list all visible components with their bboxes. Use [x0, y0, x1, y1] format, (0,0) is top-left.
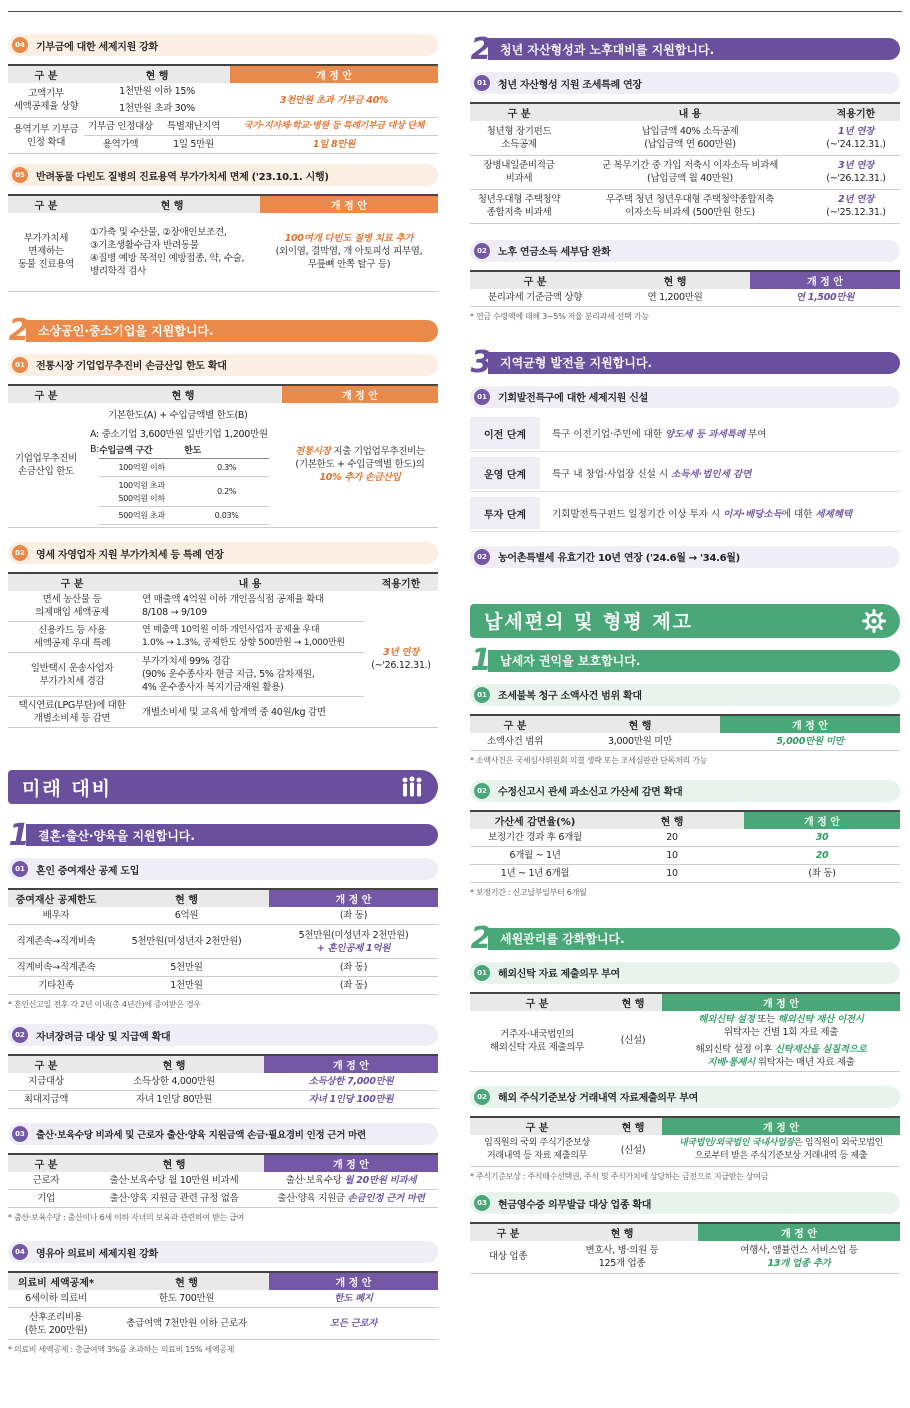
table-cell: 5,000만원 미만 — [720, 733, 900, 751]
table-cell: 10 — [600, 864, 744, 882]
col-header: 개 정 안 — [662, 993, 900, 1011]
table-cell: 연 매출액 10억원 이하 개인사업자 공제율 우대 1.0% → 1.3%, 공제한도 상향 500만원 → 1,000만원 — [136, 622, 364, 653]
table-cell: 임직원의 국외 주식기준보상 거래내역 등 자료 제출의무 — [470, 1135, 604, 1167]
col-header: 현 행 — [84, 1154, 264, 1172]
table-cell: 1일 5만원 — [157, 136, 230, 154]
table-cell: 0.03% — [184, 507, 269, 525]
text: 특구 이전기업·주민에 대한 — [552, 429, 666, 440]
text: 특구 내 창업·사업장 신설 시 — [552, 469, 672, 480]
table-cell: 소득상한 7,000만원 — [264, 1073, 438, 1091]
table-cell: (좌 동) — [269, 977, 438, 995]
cash-receipt-table — [470, 1222, 900, 1274]
table-cell: 부가가치세 99% 경감 (90% 운수종사자 현금 지급, 5% 감차재원, 4% 운수종사자 복지기금재원 활용) — [136, 653, 364, 697]
section-bar-small-claims — [470, 684, 900, 706]
section-big-number: 1 — [470, 643, 492, 678]
stage-row — [470, 416, 900, 452]
small-claims-table — [470, 714, 900, 751]
left-column — [8, 0, 438, 1355]
table-cell: 용역기부 기부금 인정 확대 — [8, 118, 84, 154]
section-band-title: 납세자 권익을 보호합니다. — [488, 650, 900, 672]
section-number: 02 — [12, 545, 28, 561]
table-cell: 출산·보육수당 월 10만원 비과세 — [84, 1172, 264, 1190]
table-cell: 총급여액 7천만원 이하 근로자 — [104, 1308, 269, 1340]
section-number: 04 — [12, 37, 28, 53]
stage-text — [540, 426, 766, 440]
section-big-number: 1 — [8, 817, 30, 853]
stage-row — [470, 496, 900, 532]
table-cell: (신설) — [604, 1135, 662, 1167]
table-cell: 10 — [600, 846, 744, 864]
section-bar-donation — [8, 34, 438, 56]
col-header: 구 분 — [470, 993, 604, 1011]
foreign-trust-table — [470, 992, 900, 1072]
section-heading-marriage — [8, 817, 438, 853]
section-title: 전통시장 기업업무추진비 손금산입 한도 확대 — [36, 361, 227, 372]
table-cell: 20 — [600, 829, 744, 847]
stock-comp-table — [470, 1116, 900, 1168]
banner-title: 미래 대비 — [22, 777, 113, 800]
col-header: 개 정 안 — [750, 271, 900, 289]
section-heading-rights — [470, 643, 900, 678]
table-cell: 자녀 1인당 80만원 — [84, 1091, 264, 1109]
text: 출산·양육 지원금 — [277, 1193, 348, 1204]
section-title: 기부금에 대한 세제지원 강화 — [36, 41, 158, 53]
footnote: * 보정기간 : 신고납부일부터 6개월 — [470, 887, 587, 897]
section-bar-marriage-gift — [8, 858, 438, 880]
highlight-text: 내국법인/외국법인 국내사업장 — [678, 1138, 794, 1149]
section-heading-regional — [470, 345, 900, 380]
youth-assets-table — [470, 102, 900, 224]
table-cell: 자녀 1인당 100만원 — [264, 1091, 438, 1109]
table-cell: 500억원 초과 — [99, 507, 184, 525]
table-cell: 0.3% — [184, 459, 269, 477]
col-header: 현 행 — [104, 889, 269, 907]
col-header: 수입금액 구간 — [99, 445, 184, 459]
table-cell: 대상 업종 — [470, 1241, 546, 1273]
table-cell: 소득상한 4,000만원 — [84, 1073, 264, 1091]
footnote: * 소액사건은 국세심사위원회 의결 생략 또는 조세심판관 단독처리 가능 — [470, 755, 708, 765]
col-header: 개 정 안 — [264, 1055, 438, 1073]
col-header: 개 정 안 — [230, 65, 438, 83]
section-number: 01 — [474, 389, 490, 405]
col-header: 개 정 안 — [744, 811, 900, 829]
table-cell: 한도 700만원 — [104, 1290, 269, 1308]
table-cell: 여행사, 앰뷸런스 서비스업 등 — [740, 1244, 858, 1256]
table-cell: 1천만원 초과 30% — [84, 100, 230, 118]
banner-title: 납세편의 및 형평 제고 — [484, 611, 694, 633]
table-cell: 배우자 — [8, 907, 104, 925]
table-cell: 5천만원 — [104, 959, 269, 977]
section-big-number: 3 — [470, 345, 492, 380]
table-cell: 지급대상 — [8, 1073, 84, 1091]
infant-medical-table — [8, 1271, 438, 1340]
table-cell: 장병내일준비적금 비과세 — [470, 155, 568, 189]
section-number: 02 — [474, 1089, 490, 1105]
section-heading-sme — [8, 313, 438, 348]
table-cell: 택시연료(LPG부탄)에 대한 개별소비세 등 감면 — [8, 697, 136, 728]
table-cell: 100억원 초과 500억원 이하 — [99, 477, 184, 507]
section-bar-childbirth — [8, 1123, 438, 1145]
footnote: * 연금 수령액에 대해 3~5% 저율 분리과세 선택 가능 — [470, 311, 649, 321]
deadline-date: (~'26.12.31.) — [826, 173, 886, 184]
col-header: 개 정 안 — [698, 1223, 900, 1241]
section-band-title: 결혼·출산·양육을 지원합니다. — [26, 824, 438, 846]
col-header: 적용기한 — [812, 103, 900, 121]
marriage-gift-table — [8, 888, 438, 995]
market-label-b: B: — [90, 443, 100, 455]
section-number: 01 — [12, 357, 28, 373]
col-header: 현 행 — [84, 195, 260, 213]
col-header: 구 분 — [8, 195, 84, 213]
section-big-number: 2 — [470, 921, 492, 956]
highlight-text: 양도세 등 과세특례 — [665, 429, 746, 440]
childbirth-table — [8, 1153, 438, 1208]
table-cell: 일반택시 운송사업자 부가가치세 경감 — [8, 653, 136, 697]
section-title: 수정신고시 관세 과소신고 가산세 감면 확대 — [498, 787, 683, 798]
highlight-text: 10% 추가 손금산입 — [319, 472, 401, 484]
col-header: 가산세 감면율(%) — [470, 811, 600, 829]
section-title: 해외신탁 자료 제출의무 부여 — [498, 969, 620, 980]
section-heading-revenue — [470, 921, 900, 956]
table-cell: (외이염, 결막염, 개 아토피성 피부염, 무릎뼈 안쪽 탈구 등) — [275, 246, 423, 271]
table-cell: 0.2% — [184, 477, 269, 507]
section-number: 05 — [12, 167, 28, 183]
section-number: 01 — [474, 687, 490, 703]
section-bar-market — [8, 354, 438, 376]
stage-text — [540, 506, 852, 520]
selfemployed-table — [8, 572, 438, 728]
text: 위탁자는 건별 1회 자료 제출 — [723, 1026, 839, 1038]
section-bar-rural-tax — [470, 546, 900, 568]
table-cell: 변호사, 병·의원 등 125개 업종 — [546, 1241, 698, 1273]
col-header: 구 분 — [8, 65, 84, 83]
highlight-text: 이자·배당소득 — [723, 509, 782, 520]
section-big-number: 2 — [470, 31, 492, 67]
section-title: 현금영수증 의무발급 대상 업종 확대 — [498, 1199, 652, 1211]
text: 은 임직원이 외국모법인 으로부터 받은 주식기준보상 거래내역 등 제출 — [694, 1138, 883, 1162]
table-cell: 1천만원 — [104, 977, 269, 995]
section-title: 자녀장려금 대상 및 지급액 확대 — [36, 1031, 171, 1043]
section-title: 노후 연금소득 세부담 완화 — [498, 247, 611, 258]
table-cell: 6억원 — [104, 907, 269, 925]
table-cell: 고액기부 세액공제율 상향 — [8, 83, 84, 118]
market-line: 기본한도(A) + 수입금액별 한도(B) — [108, 409, 248, 421]
table-cell: 최대지급액 — [8, 1091, 84, 1109]
section-title: 영세 자영업자 지원 부가가치세 등 특례 연장 — [36, 549, 224, 561]
section-bar-penalty — [470, 780, 900, 802]
section-bar-youth-assets — [470, 72, 900, 94]
section-title: 영유아 의료비 세제지원 강화 — [36, 1248, 158, 1260]
section-bar-stock-comp — [470, 1086, 900, 1108]
col-header: 의료비 세액공제* — [8, 1272, 104, 1290]
col-header: 현 행 — [84, 385, 282, 403]
footnote: * 혼인신고일 전후 각 2년 이내(총 4년간)에 증여받은 경우 — [8, 1000, 201, 1009]
deadline-date: (~'26.12.31.) — [371, 660, 431, 671]
section-number: 01 — [12, 861, 28, 877]
child-credit-table — [8, 1054, 438, 1109]
section-number: 02 — [474, 243, 490, 259]
footnote: * 의료비 세액공제 : 총급여액 3%를 초과하는 의료비 15% 세액공제 — [8, 1345, 235, 1354]
col-header: 개 정 안 — [282, 385, 438, 403]
table-cell: (좌 동) — [744, 864, 900, 882]
section-bar-pension — [470, 240, 900, 262]
table-cell: 한도 폐지 — [269, 1290, 438, 1308]
footnote: * 주식기준보상 : 주식매수선택권, 주식 및 주식가치에 상당하는 금전으로 지급받는 상여금 — [470, 1172, 769, 1181]
col-header: 개 정 안 — [269, 889, 438, 907]
table-cell: 1천만원 이하 15% — [119, 86, 195, 97]
table-cell: 산후조리비용 (한도 200만원) — [8, 1308, 104, 1340]
table-cell: 특별재난지역 — [157, 118, 230, 136]
market-new-cell — [282, 403, 438, 528]
table-cell: 용역가액 — [84, 136, 157, 154]
section-big-number: 2 — [8, 313, 30, 348]
col-header: 개 정 안 — [269, 1272, 438, 1290]
table-cell: 부가가치세 면제하는 동물 진료용역 — [8, 213, 84, 291]
table-cell: 5천만원(미성년자 2천만원) — [298, 929, 409, 941]
table-cell: 100억원 이하 — [99, 459, 184, 477]
text: 해외신탁 설정 이후 — [695, 1043, 775, 1055]
col-header: 개 정 안 — [662, 1117, 900, 1135]
section-bar-pet — [8, 164, 438, 186]
deadline-date: (~'24.12.31.) — [826, 138, 886, 150]
footnote: * 출산·보육수당 : 출산이나 6세 이하 자녀의 보육과 관련하여 받는 급여 — [8, 1213, 245, 1222]
table-cell: 거주자·내국법인의 해외신탁 자료 제출의무 — [470, 1011, 604, 1072]
section-heading-youth — [470, 31, 900, 67]
section-bar-cash-receipt — [470, 1192, 900, 1214]
col-header: 구 분 — [470, 103, 568, 121]
table-cell: 30 — [744, 829, 900, 847]
highlight-text: 전통시장 — [295, 446, 331, 458]
section-bar-selfemployed — [8, 542, 438, 564]
section-title: 반려동물 다빈도 질병의 진료용역 부가가치세 면제 ('23.10.1. 시행) — [36, 171, 329, 183]
table-cell: 청년형 장기펀드 소득공제 — [470, 121, 568, 155]
section-title: 해외 주식기준보상 거래내역 자료제출의무 부여 — [498, 1093, 698, 1104]
highlight-text: 해외신탁 재산 이전시 — [777, 1013, 864, 1025]
col-header: 현 행 — [104, 1272, 269, 1290]
highlight-text: 월 20만원 비과세 — [344, 1175, 417, 1186]
col-header: 현 행 — [84, 1055, 264, 1073]
col-header: 현 행 — [600, 271, 750, 289]
table-cell: (좌 동) — [269, 959, 438, 977]
section-number: 04 — [12, 1244, 28, 1260]
stage-row — [470, 456, 900, 492]
section-number: 03 — [474, 1195, 490, 1211]
text: 에 대한 — [781, 509, 816, 520]
highlight-text: 세제혜택 — [815, 509, 853, 520]
section-title: 혼인 증여재산 공제 도입 — [36, 865, 140, 877]
section-number: 03 — [12, 1126, 28, 1142]
section-bar-child-credit — [8, 1024, 438, 1046]
table-cell: 연 매출액 4억원 이하 개인음식점 공제율 확대 8/108 → 9/109 — [136, 591, 364, 622]
table-cell: 신용카드 등 사용 세액공제 우대 특례 — [8, 622, 136, 653]
table-cell: 군 복무기간 중 가입 저축시 이자소득 비과세 (납입금액 월 40만원) — [568, 155, 812, 189]
table-cell: 분리과세 기준금액 상향 — [470, 289, 600, 307]
section-bar-infant-medical — [8, 1241, 438, 1263]
stage-label: 투자 단계 — [470, 497, 540, 529]
table-cell: 면세 농산물 등 의제매입 세액공제 — [8, 591, 136, 622]
gear-icon — [862, 609, 886, 633]
table-cell: 국가·지자체·학교·병원 등 특례기부금 대상 단체 — [230, 118, 438, 136]
highlight-text: 손금인정 근거 마련 — [347, 1193, 425, 1204]
table-cell: 무주택 청년 청년우대형 주택청약종합저축 이자소득 비과세 (500만원 한도) — [568, 189, 812, 223]
deadline-date: (~'25.12.31.) — [826, 207, 886, 218]
col-header: 현 행 — [84, 65, 230, 83]
stage-label: 이전 단계 — [470, 417, 540, 449]
col-header: 구 분 — [8, 1154, 84, 1172]
table-cell: 납입금액 40% 소득공제 (납입금액 연 600만원) — [568, 121, 812, 155]
section-title: 출산·보육수당 비과세 및 근로자 출산·양육 지원금액 손금·필요경비 인정 근거 마련 — [36, 1130, 366, 1141]
table-cell: 100여개 다빈도 질병 치료 추가 — [284, 233, 414, 245]
highlight-text: + 혼인공제 1억원 — [316, 942, 391, 954]
col-header: 현 행 — [604, 1117, 662, 1135]
market-table — [8, 384, 438, 529]
col-header: 내 용 — [568, 103, 812, 121]
text: 부여 — [745, 429, 767, 440]
highlight-text: 신탁재산을 실질적으로 지배·통제시 — [707, 1043, 867, 1068]
section-number: 01 — [474, 965, 490, 981]
col-header: 구 분 — [8, 573, 136, 591]
market-current-cell — [84, 403, 282, 528]
col-header: 개 정 안 — [260, 195, 438, 213]
col-header: 내 용 — [136, 573, 364, 591]
col-header: 현 행 — [600, 811, 744, 829]
col-header: 현 행 — [560, 715, 720, 733]
section-band-title: 소상공인·중소기업을 지원합니다. — [26, 320, 438, 342]
penalty-table — [470, 810, 900, 883]
table-cell: 소액사건 범위 — [470, 733, 560, 751]
section-band-title: 세원관리를 강화합니다. — [488, 928, 900, 950]
section-bar-foreign-trust — [470, 962, 900, 984]
deadline-cell — [364, 591, 438, 728]
table-cell: 1년 ~ 1년 6개월 — [470, 864, 600, 882]
col-header: 현 행 — [604, 993, 662, 1011]
table-cell: 청년우대형 주택청약 종합저축 비과세 — [470, 189, 568, 223]
income-bracket-table — [99, 445, 269, 526]
deadline: 1년 연장 — [838, 125, 874, 137]
col-header: 개 정 안 — [720, 715, 900, 733]
col-header: 현 행 — [546, 1223, 698, 1241]
table-cell: 기타친족 — [8, 977, 104, 995]
market-line: A: 중소기업 3,600만원 일반기업 1,200만원 — [90, 428, 268, 440]
table-cell: 기업업무추진비 손금산입 한도 — [8, 403, 84, 528]
section-band-title: 지역균형 발전을 지원합니다. — [488, 352, 900, 374]
pet-table — [8, 194, 438, 292]
stage-label: 운영 단계 — [470, 457, 540, 489]
table-cell: 기업 — [8, 1190, 84, 1208]
right-column — [470, 0, 900, 1274]
table-cell: 6세이하 의료비 — [8, 1290, 104, 1308]
section-title: 농어촌특별세 유효기간 10년 연장 ('24.6월 → '34.6월) — [498, 553, 740, 564]
table-cell: 3천만원 초과 기부금 40% — [230, 83, 438, 118]
section-number: 01 — [474, 75, 490, 91]
section-title: 조세불복 청구 소액사건 범위 확대 — [498, 691, 642, 702]
table-cell: 모든 근로자 — [269, 1308, 438, 1340]
stage-text — [540, 466, 751, 480]
table-cell: (신설) — [604, 1011, 662, 1072]
section-number: 02 — [474, 783, 490, 799]
table-cell: 3,000만원 미만 — [560, 733, 720, 751]
section-title: 청년 자산형성 지원 조세특례 연장 — [498, 79, 642, 91]
taxpayer-banner — [470, 604, 900, 638]
text: 출산·보육수당 — [285, 1175, 345, 1186]
col-header: 구 분 — [470, 1223, 546, 1241]
highlight-text: 소득세·법인세 감면 — [671, 469, 752, 480]
col-header: 개 정 안 — [264, 1154, 438, 1172]
table-cell: 1일 8만원 — [230, 136, 438, 154]
col-header: 구 분 — [8, 1055, 84, 1073]
col-header: 구 분 — [8, 385, 84, 403]
section-bar-opportunity-zone — [470, 386, 900, 408]
section-title: 기회발전특구에 대한 세제지원 신설 — [498, 393, 648, 404]
highlight-text: 해외신탁 설정 — [698, 1013, 755, 1025]
table-cell: 직계비속→직계존속 — [8, 959, 104, 977]
col-header: 한도 — [184, 445, 269, 459]
section-band-title: 청년 자산형성과 노후대비를 지원합니다. — [488, 38, 900, 60]
table-cell: 근로자 — [8, 1172, 84, 1190]
section-number: 02 — [12, 1027, 28, 1043]
col-header: 구 분 — [470, 715, 560, 733]
table-cell: 개별소비세 및 교육세 합계액 중 40원/kg 감면 — [136, 697, 364, 728]
table-cell: 6개월 ~ 1년 — [470, 846, 600, 864]
future-banner — [8, 770, 438, 804]
deadline: 2년 연장 — [838, 194, 874, 205]
table-cell: 출산·양육 지원금 관련 규정 없음 — [84, 1190, 264, 1208]
deadline: 3년 연장 — [838, 160, 874, 171]
col-header: 증여재산 공제한도 — [8, 889, 104, 907]
table-cell: 20 — [744, 846, 900, 864]
table-cell: 연 1,500만원 — [750, 289, 900, 307]
col-header: 구 분 — [470, 271, 600, 289]
table-cell: (좌 동) — [269, 907, 438, 925]
table-cell: 연 1,200만원 — [600, 289, 750, 307]
donation-table — [8, 64, 438, 154]
text: 지출 기업업무추진비는 (기본한도 + 수입금액별 한도)의 — [295, 446, 425, 471]
family-icon — [400, 775, 424, 799]
text: 또는 — [754, 1013, 778, 1025]
col-header: 구 분 — [470, 1117, 604, 1135]
pension-table — [470, 270, 900, 307]
table-cell: 기부금 인정대상 — [84, 118, 157, 136]
highlight-text: 13개 업종 추가 — [767, 1257, 831, 1269]
table-cell: ①가축 및 수산물, ②장애인보조견, ③기초생활수급자 반려동물 ④질병 예방 목적인 예방접종, 약, 수술, 병리학적 검사 — [84, 213, 260, 291]
col-header: 적용기한 — [364, 573, 438, 591]
text: 위탁자는 매년 자료 제출 — [755, 1056, 855, 1068]
table-cell: 보정기간 경과 후 6개월 — [470, 829, 600, 847]
table-cell: 직계존속→직계비속 — [8, 925, 104, 959]
deadline: 3년 연장 — [383, 647, 419, 658]
section-number: 02 — [474, 549, 490, 565]
table-cell: 5천만원(미성년자 2천만원) — [104, 925, 269, 959]
text: 기회발전특구펀드 일정기간 이상 투자 시 — [552, 509, 724, 520]
